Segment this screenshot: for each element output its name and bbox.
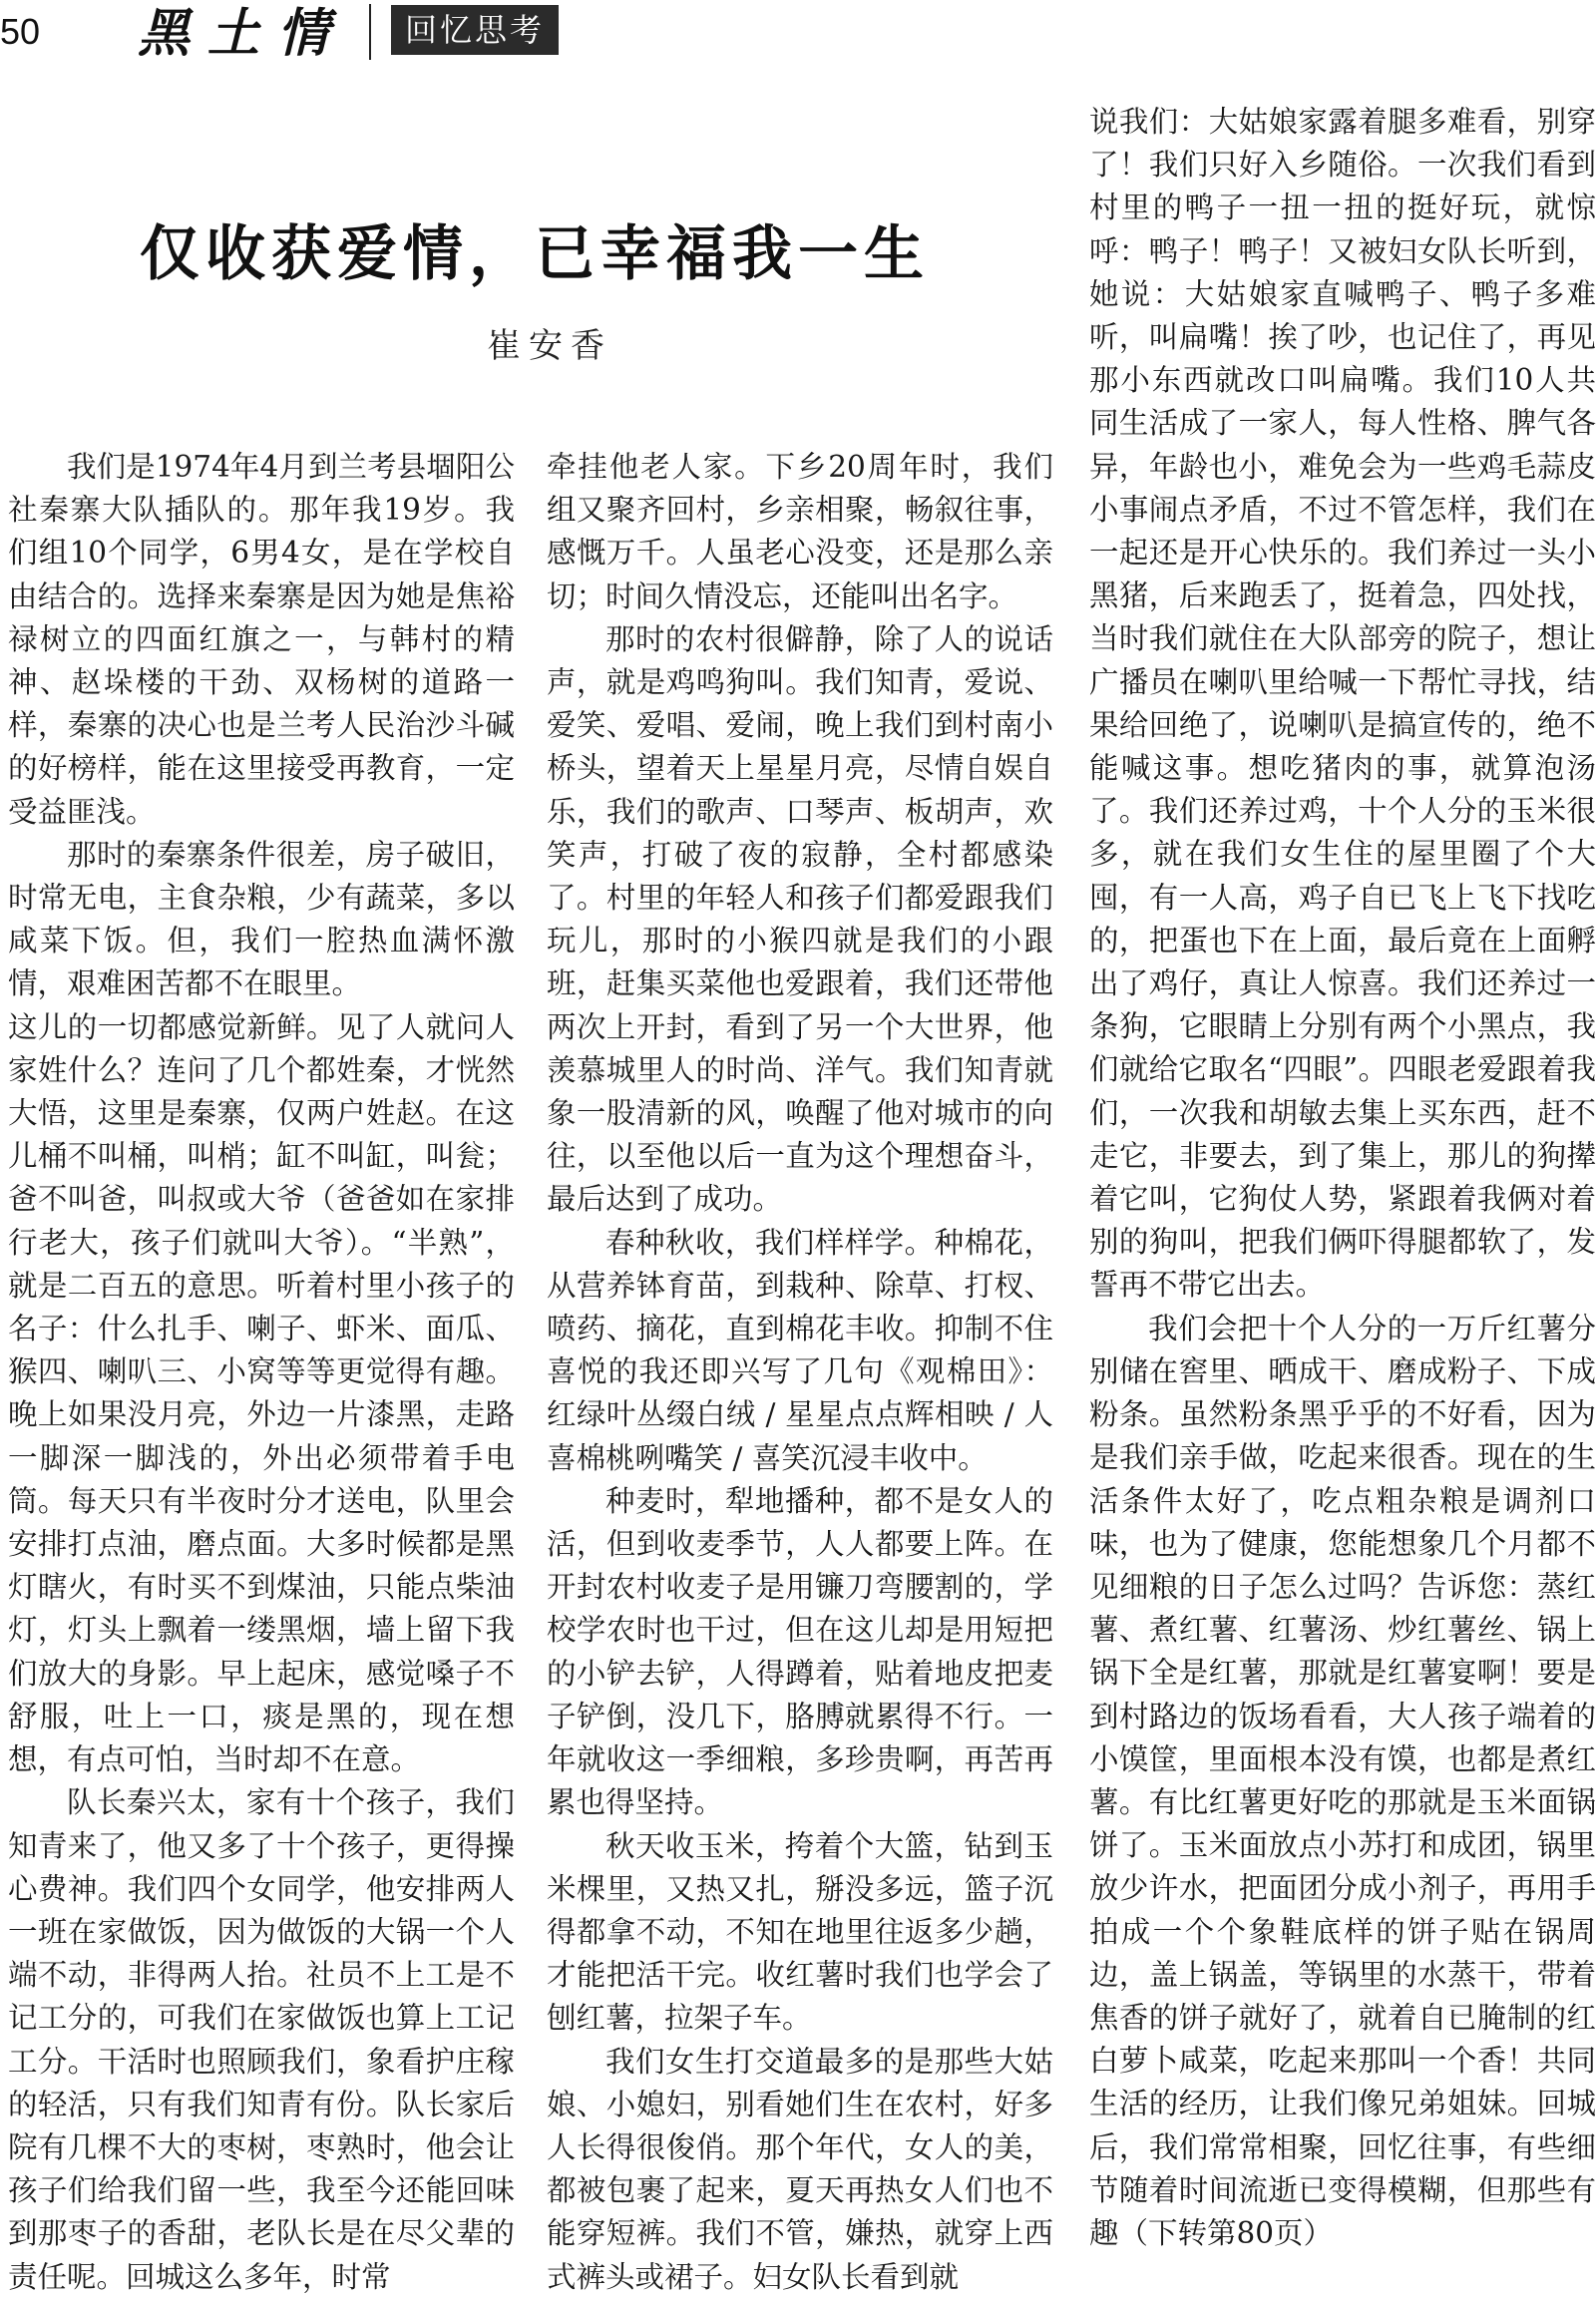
header-divider: [369, 4, 371, 60]
paragraph: 那时的秦寨条件很差，房子破旧，时常无电，主食杂粮，少有蔬菜，多以咸菜下饭。但，我们一腔热血满怀激情，艰难困苦都不在眼里。: [8, 837, 515, 1001]
page-number: 50: [0, 11, 41, 52]
paragraph: 我们会把十个人分的一万斤红薯分别储在窖里、晒成干、磨成粉子、下成粉条。虽然粉条黑乎乎的不好看，因为是我们亲手做，吃起来很香。现在的生活条件太好了，吃点粗杂粮是调剂口味，也为了健康，您能想象几个月都不见细粮的日子怎么过吗？告诉您：蒸红薯、煮红薯、红薯汤、炒红薯丝、锅上锅下全是红薯，那就是红薯宴啊！要是到村路边的饭场看看，大人孩子端着的小馍筐，里面根本没有馍，也都是煮红薯。有比红薯更好吃的那就是玉米面锅饼了。玉米面放点小苏打和成团，锅里放少许水，把面团分成小剂子，再用手拍成一个个象鞋底样的饼子贴在锅周边，盖上锅盖，等锅里的水蒸干，带着焦香的饼子就好了，就着自已腌制的红白萝卜咸菜，吃起来那叫一个香！共同生活的经历，让我们像兄弟姐妹。回城后，我们常常相聚，回忆往事，有些细节随着时间流逝已变得模糊，但那些有趣（下转第80页）: [1089, 1311, 1596, 2250]
article-author: 崔安香: [487, 326, 612, 366]
paragraph: 我们是1974年4月到兰考县堌阳公社秦寨大队插队的。那年我19岁。我们组10个同学，6男4女，是在学校自由结合的。选择来秦寨是因为她是焦裕禄树立的四面红旗之一，与韩村的精神、赵垛楼的干劲、双杨树的道路一样，秦寨的决心也是兰考人民治沙斗碱的好榜样，能在这里接受再教育，一定受益匪浅。: [8, 450, 515, 829]
paragraph: 牵挂他老人家。下乡20周年时，我们组又聚齐回村，乡亲相聚，畅叙往事，感慨万千。人虽老心没变，还是那么亲切；时间久情没忘，还能叫出名字。: [547, 450, 1053, 613]
paragraph: 种麦时，犁地播种，都不是女人的活，但到收麦季节，人人都要上阵。在开封农村收麦子是用镰刀弯腰割的，学校学农时也干过，但在这儿却是用短把的小铲去铲，人得蹲着，贴着地皮把麦子铲倒，没几下，胳膊就累得不行。一年就收这一季细粮，多珍贵啊，再苦再累也得坚持。: [547, 1483, 1053, 1820]
paragraph: 我们女生打交道最多的是那些大姑娘、小媳妇，别看她们生在农村，好多人长得很俊俏。那个年代，女人的美，都被包裹了起来，夏天再热女人们也不能穿短裤。我们不管，嫌热，就穿上西式裤头或裙子。妇女队长看到就: [547, 2044, 1053, 2294]
paragraph: 那时的农村很僻静，除了人的说话声，就是鸡鸣狗叫。我们知青，爱说、爱笑、爱唱、爱闹，晚上我们到村南小桥头，望着天上星星月亮，尽情自娱自乐，我们的歌声、口琴声、板胡声，欢笑声，打破了夜的寂静，全村都感染了。村里的年轻人和孩子们都爱跟我们玩儿，那时的小猴四就是我们的小跟班，赶集买菜他也爱跟着，我们还带他两次上开封，看到了另一个大世界，他羡慕城里人的时尚、洋气。我们知青就象一股清新的风，唤醒了他对城市的向往，以至他以后一直为这个理想奋斗，最后达到了成功。: [547, 621, 1053, 1217]
paragraph: 说我们：大姑娘家露着腿多难看，别穿了！我们只好入乡随俗。一次我们看到村里的鸭子一扭一扭的挺好玩，就惊呼：鸭子！鸭子！又被妇女队长听到，她说：大姑娘家直喊鸭子、鸭子多难听，叫扁嘴！挨了吵，也记住了，再见那小东西就改口叫扁嘴。我们10人共同生活成了一家人，每人性格、脾气各异，年龄也小，难免会为一些鸡毛蒜皮小事闹点矛盾，不过不管怎样，我们在一起还是开心快乐的。我们养过一头小黑猪，后来跑丢了，挺着急，四处找，当时我们就住在大队部旁的院子，想让广播员在喇叭里给喊一下帮忙寻找，结果给回绝了，说喇叭是搞宣传的，绝不能喊这事。想吃猪肉的事，就算泡汤了。我们还养过鸡，十个人分的玉米很多，就在我们女生住的屋里圈了个大囤，有一人高，鸡子自已飞上飞下找吃的，把蛋也下在上面，最后竟在上面孵出了鸡仔，真让人惊喜。我们还养过一条狗，它眼睛上分别有两个小黑点，我们就给它取名“四眼”。四眼老爱跟着我们，一次我和胡敏去集上买东西，赶不走它，非要去，到了集上，那儿的狗撵着它叫，它狗仗人势，紧跟着我俩对着别的狗叫，把我们俩吓得腿都软了，发誓再不带它出去。: [1089, 105, 1596, 1303]
magazine-name: 黑土情: [138, 3, 348, 64]
article-title: 仅收获爱情，已幸福我一生: [140, 219, 930, 289]
paragraph: 秋天收玉米，挎着个大篮，钻到玉米棵里，又热又扎，掰没多远，篮子沉得都拿不动，不知在地里往返多少趟，才能把活干完。收红薯时我们也学会了刨红薯，拉架子车。: [547, 1828, 1053, 2036]
paragraph: 队长秦兴太，家有十个孩子，我们知青来了，他又多了十个孩子，更得操心费神。我们四个女同学，他安排两人一班在家做饭，因为做饭的大锅一个人端不动，非得两人抬。社员不上工是不记工分的，可我们在家做饭也算上工记工分。干活时也照顾我们，象看护庄稼的轻活，只有我们知青有份。队长家后院有几棵不大的枣树，枣熟时，他会让孩子们给我们留一些，我至今还能回味到那枣子的香甜，老队长是在尽父辈的责任呢。回城这么多年，时常: [8, 1785, 515, 2294]
section-tag: 回忆思考: [391, 5, 559, 55]
paragraph: 春种秋收，我们样样学。种棉花，从营养钵育苗，到栽种、除草、打杈、喷药、摘花，直到棉花丰收。抑制不住喜悦的我还即兴写了几句《观棉田》：红绿叶丛缀白绒 / 星星点点辉相映 / 人喜棉桃咧嘴笑 / 喜笑沉浸丰收中。: [547, 1225, 1053, 1475]
text-column-3: [1089, 101, 1596, 2255]
paragraph: 这儿的一切都感觉新鲜。见了人就问人家姓什么？连问了几个都姓秦，才恍然大悟，这里是秦寨，仅两户姓赵。在这儿桶不叫桶，叫梢；缸不叫缸，叫瓮；爸不叫爸，叫叔或大爷（爸爸如在家排行老大，孩子们就叫大爷）。“半熟”，就是二百五的意思。听着村里小孩子的名子：什么扎手、喇子、虾米、面瓜、猴四、喇叭三、小窝等等更觉得有趣。晚上如果没月亮，外边一片漆黑，走路一脚深一脚浅的，外出必须带着手电筒。每天只有半夜时分才送电，队里会安排打点油，磨点面。大多时候都是黑灯瞎火，有时买不到煤油，只能点柴油灯，灯头上飘着一缕黑烟，墙上留下我们放大的身影。早上起床，感觉嗓子不舒服，吐上一口，痰是黑的，现在想想，有点可怕，当时却不在意。: [8, 1009, 515, 1777]
text-column-2: [547, 446, 1053, 2299]
text-column-1: [8, 446, 515, 2299]
